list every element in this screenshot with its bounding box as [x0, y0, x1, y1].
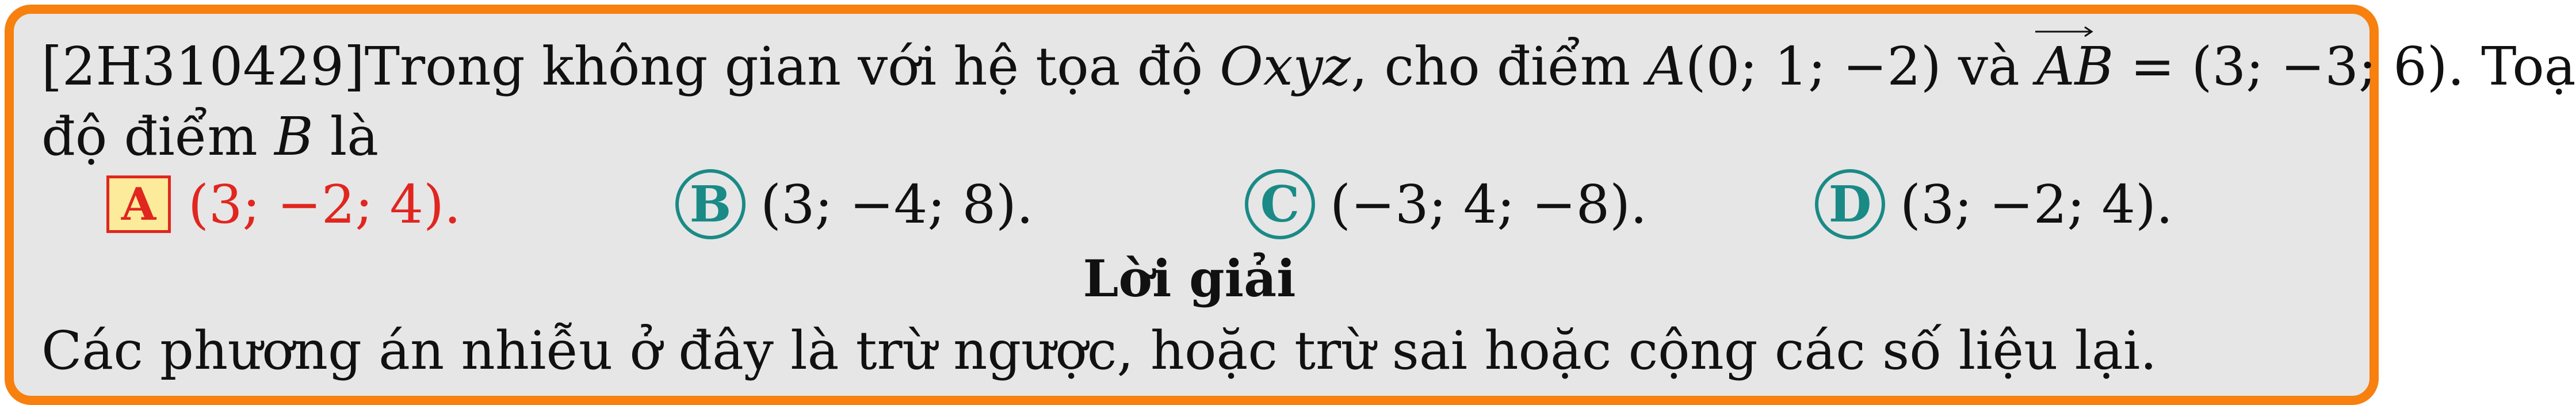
question-line2-text: độ điểm	[41, 106, 274, 167]
option-d[interactable]	[1815, 173, 2173, 236]
solution-body: Các phương án nhiễu ở đây là trừ ngược, hoặc trừ sai hoặc cộng các số liệu lại.	[41, 320, 2157, 381]
vector-arrow-icon	[2035, 25, 2093, 38]
option-a-badge: A	[106, 175, 171, 233]
option-c-badge: C	[1245, 169, 1315, 239]
option-b-badge: B	[675, 169, 746, 239]
question-text-mid1: , cho điểm	[1351, 36, 1648, 97]
option-a-value: (3; −2; 4).	[188, 173, 461, 235]
question-text-before: Trong không gian với hệ tọa độ	[364, 36, 1220, 97]
question-line2-end: là	[313, 106, 379, 167]
option-a[interactable]	[106, 173, 461, 236]
solution-title: Lời giải	[1083, 249, 1296, 308]
vector-label: AB	[2036, 36, 2114, 97]
vector-ab	[2036, 36, 2114, 97]
question-line-2	[41, 106, 379, 167]
question-line-1	[41, 36, 2576, 97]
vector-value: = (3; −3; 6). Toạ	[2113, 36, 2576, 97]
option-d-value: (3; −2; 4).	[1900, 173, 2173, 235]
coordinate-system: Oxyz	[1220, 36, 1351, 97]
point-b: B	[274, 106, 314, 167]
option-c[interactable]	[1245, 173, 1647, 236]
question-text-mid2: và	[1941, 36, 2037, 97]
option-b[interactable]	[675, 173, 1033, 236]
point-a-coords: (0; 1; −2)	[1685, 36, 1941, 97]
option-c-value: (−3; 4; −8).	[1330, 173, 1648, 235]
question-code: [2H310429]	[41, 36, 365, 97]
option-d-badge: D	[1815, 169, 1885, 239]
option-b-value: (3; −4; 8).	[760, 173, 1034, 235]
point-a: A	[1647, 36, 1686, 97]
